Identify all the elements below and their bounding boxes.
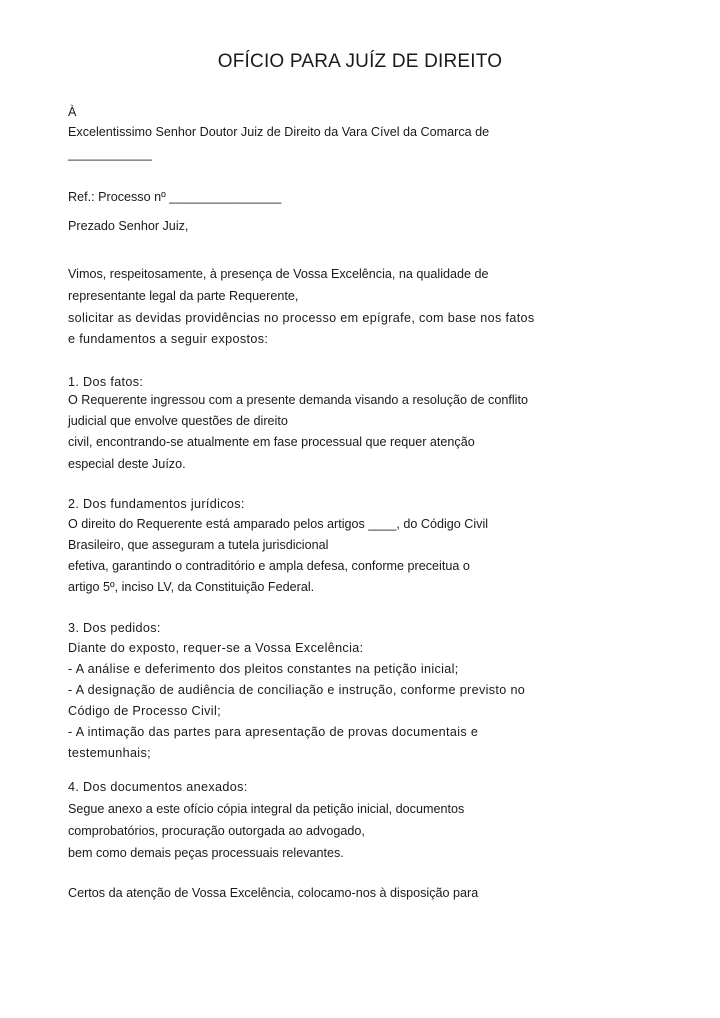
list-item: - A intimação das partes para apresentação de provas documentais e <box>68 725 479 739</box>
list-item: - A designação de audiência de conciliação e instrução, conforme previsto no <box>68 683 526 697</box>
paragraph-line: comprobatórios, procuração outorgada ao advogado, <box>68 824 365 838</box>
addressee-line: Excelentissimo Senhor Doutor Juiz de Direito da Vara Cível da Comarca de <box>68 125 490 139</box>
blank-field: ____________ <box>68 147 153 161</box>
paragraph-line: solicitar as devidas providências no processo em epígrafe, com base nos fatos <box>68 311 535 325</box>
closing-line: Certos da atenção de Vossa Excelência, colocamo-nos à disposição para <box>68 886 479 900</box>
paragraph-line: bem como demais peças processuais relevantes. <box>68 846 344 860</box>
list-item: testemunhais; <box>68 746 151 760</box>
paragraph-line: artigo 5º, inciso LV, da Constituição Federal. <box>68 580 315 594</box>
paragraph-line: Segue anexo a este ofício cópia integral da petição inicial, documentos <box>68 802 465 816</box>
document-title: OFÍCIO PARA JUÍZ DE DIREITO <box>217 51 503 72</box>
reference-line: Ref.: Processo nº ________________ <box>68 190 282 204</box>
paragraph-line: efetiva, garantindo o contraditório e ampla defesa, conforme preceitua o <box>68 559 470 573</box>
paragraph-line: civil, encontrando-se atualmente em fase processual que requer atenção <box>68 435 475 449</box>
paragraph-line: O direito do Requerente está amparado pelos artigos ____, do Código Civil <box>68 517 489 531</box>
paragraph-line: Diante do exposto, requer-se a Vossa Excelência: <box>68 641 364 655</box>
section-heading: 1. Dos fatos: <box>68 375 144 389</box>
paragraph-line: e fundamentos a seguir expostos: <box>68 332 269 346</box>
section-heading: 3. Dos pedidos: <box>68 621 161 635</box>
list-item: Código de Processo Civil; <box>68 704 221 718</box>
list-item: - A análise e deferimento dos pleitos constantes na petição inicial; <box>68 662 459 676</box>
paragraph-line: Vimos, respeitosamente, à presença de Vossa Excelência, na qualidade de <box>68 267 489 281</box>
paragraph-line: judicial que envolve questões de direito <box>68 414 288 428</box>
section-heading: 4. Dos documentos anexados: <box>68 780 248 794</box>
section-heading: 2. Dos fundamentos jurídicos: <box>68 497 245 511</box>
addressee-line: À <box>68 105 77 119</box>
salutation: Prezado Senhor Juiz, <box>68 219 189 233</box>
paragraph-line: O Requerente ingressou com a presente demanda visando a resolução de conflito <box>68 393 528 407</box>
paragraph-line: especial deste Juízo. <box>68 457 186 471</box>
paragraph-line: representante legal da parte Requerente, <box>68 289 299 303</box>
paragraph-line: Brasileiro, que asseguram a tutela jurisdicional <box>68 538 329 552</box>
